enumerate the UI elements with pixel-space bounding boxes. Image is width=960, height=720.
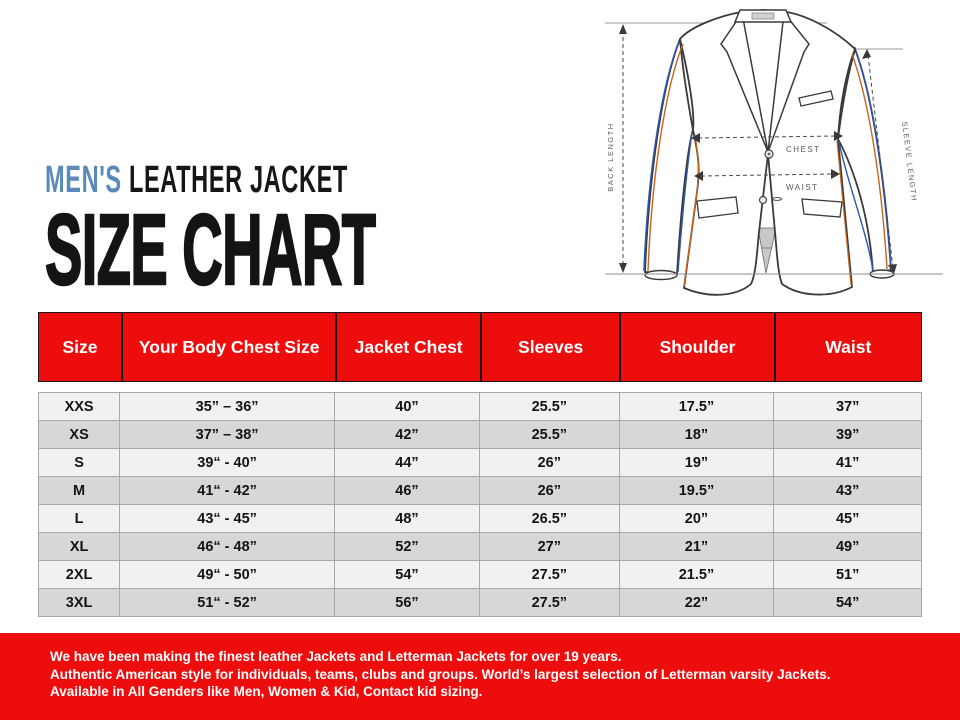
footer-banner: [0, 633, 960, 720]
table-row: [38, 533, 922, 561]
table-cell: 41“ - 42”: [120, 477, 335, 505]
table-cell: 27.5”: [480, 561, 620, 589]
table-cell: 21”: [620, 533, 775, 561]
sleeve-length-label: SLEEVE LENGTH: [900, 120, 919, 203]
footer-text-line: Authentic American style for individuals, teams, clubs and groups. World’s largest selection of Letterman varsity Jackets.: [50, 666, 831, 682]
table-cell: 39”: [774, 421, 922, 449]
table-cell: 39“ - 40”: [120, 449, 335, 477]
table-cell: 48”: [335, 505, 480, 533]
table-cell: 25.5”: [480, 421, 620, 449]
table-cell: M: [38, 477, 120, 505]
button-detail: [768, 153, 771, 156]
table-cell: XL: [38, 533, 120, 561]
table-row: [38, 477, 922, 505]
table-cell: XS: [38, 421, 120, 449]
table-cell: S: [38, 449, 120, 477]
right-flap-pocket: [802, 199, 842, 217]
header-cell: Sleeves: [480, 313, 619, 381]
header-cell: Jacket Chest: [335, 313, 480, 381]
table-row: [38, 505, 922, 533]
table-cell: 25.5”: [480, 393, 620, 421]
table-cell: XXS: [38, 393, 120, 421]
table-cell: 43”: [774, 477, 922, 505]
table-cell: 27.5”: [480, 589, 620, 617]
table-cell: 46“ - 48”: [120, 533, 335, 561]
table-cell: 18”: [620, 421, 775, 449]
table-cell: 52”: [335, 533, 480, 561]
table-cell: 45”: [774, 505, 922, 533]
collar-tag: [752, 13, 774, 19]
table-row: [38, 449, 922, 477]
footer-text-line: Available in All Genders like Men, Women & Kid, Contact kid sizing.: [50, 684, 483, 699]
jacket-diagram: [585, 2, 957, 314]
table-cell: 42”: [335, 421, 480, 449]
table-cell: L: [38, 505, 120, 533]
table-cell: 26.5”: [480, 505, 620, 533]
brand-title-block: [45, 158, 635, 306]
table-cell: 27”: [480, 533, 620, 561]
table-cell: 54”: [774, 589, 922, 617]
header-cell: Size: [62, 336, 98, 357]
table-cell: 41”: [774, 449, 922, 477]
table-cell: 20”: [620, 505, 775, 533]
arrow-up-icon: [619, 24, 627, 34]
table-row: [38, 589, 922, 617]
table-cell: 37” – 38”: [120, 421, 335, 449]
table-cell: 49”: [774, 533, 922, 561]
table-cell: 26”: [480, 449, 620, 477]
table-cell: 40”: [335, 393, 480, 421]
size-table-body: [38, 392, 922, 617]
table-row: [38, 421, 922, 449]
table-cell: 49“ - 50”: [120, 561, 335, 589]
table-cell: 19.5”: [620, 477, 775, 505]
table-cell: 2XL: [38, 561, 120, 589]
table-cell: 21.5”: [620, 561, 775, 589]
jacket-button-bottom: [760, 197, 767, 204]
header-cell: Your Body Chest Size: [121, 313, 335, 381]
table-row: [38, 393, 922, 421]
table-row: [38, 561, 922, 589]
subtitle-rest: LEATHER JACKET: [121, 159, 348, 201]
arrow-up-icon: [862, 49, 871, 59]
table-cell: 35” – 36”: [120, 393, 335, 421]
footer-text-line: We have been making the finest leather Jackets and Letterman Jackets for over 19 years.: [50, 649, 622, 664]
table-cell: 26”: [480, 477, 620, 505]
left-cuff: [645, 271, 677, 280]
header-cell: Shoulder: [619, 313, 773, 381]
table-cell: 51“ - 52”: [120, 589, 335, 617]
table-cell: 22”: [620, 589, 775, 617]
chest-label: CHEST: [786, 145, 821, 154]
size-table: [38, 312, 922, 617]
back-length-label: BACK LENGTH: [606, 122, 615, 192]
subtitle-prefix: MEN'S: [45, 159, 122, 201]
size-table-header-row: [38, 312, 922, 382]
table-cell: 56”: [335, 589, 480, 617]
table-cell: 3XL: [38, 589, 120, 617]
header-cell: Waist: [774, 313, 921, 381]
waist-label: WAIST: [786, 183, 819, 192]
arrow-down-icon: [619, 263, 627, 273]
table-cell: 37”: [774, 393, 922, 421]
table-cell: 51”: [774, 561, 922, 589]
table-cell: 54”: [335, 561, 480, 589]
table-cell: 19”: [620, 449, 775, 477]
table-cell: 17.5”: [620, 393, 775, 421]
page-title: SIZE CHART: [45, 193, 376, 306]
jacket-lining-bottom: [758, 228, 776, 273]
table-cell: 44”: [335, 449, 480, 477]
table-cell: 43“ - 45”: [120, 505, 335, 533]
table-cell: 46”: [335, 477, 480, 505]
